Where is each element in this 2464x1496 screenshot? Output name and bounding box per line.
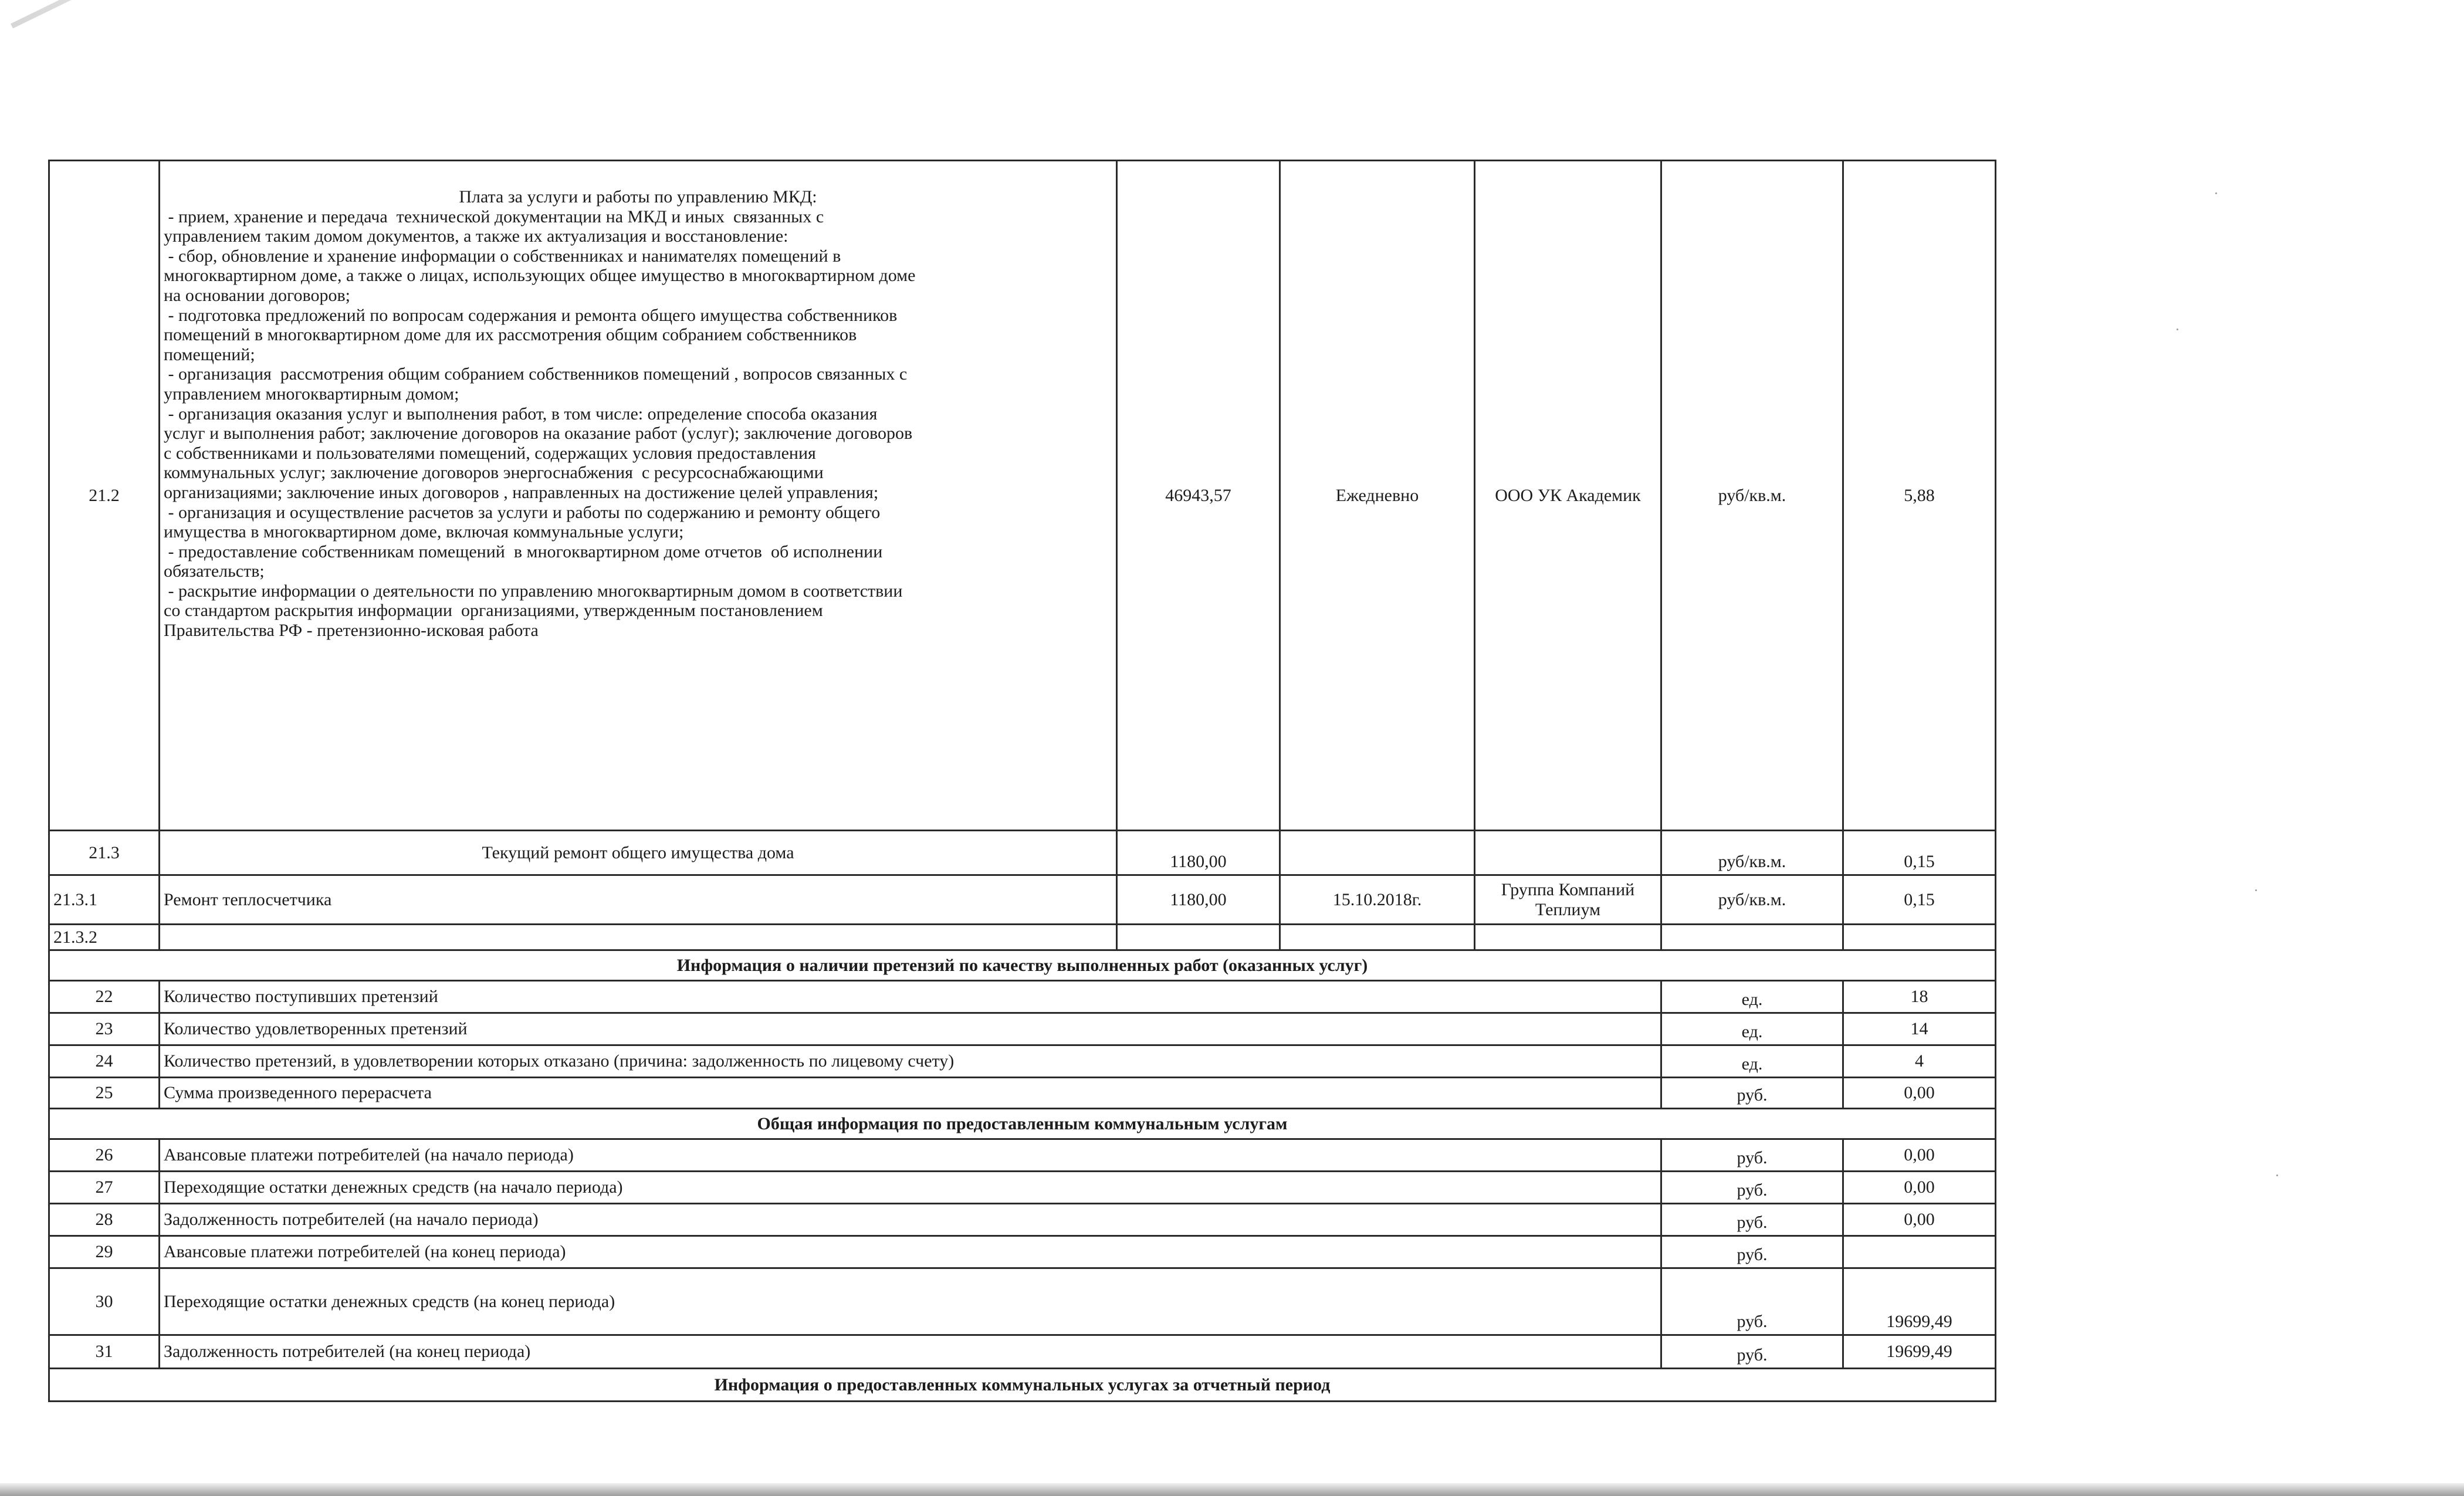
row-number: 31 [49,1335,160,1369]
table-row [49,1204,1996,1236]
description-line: - прием, хранение и передача технической документации на МКД и иных связанных с [164,207,824,226]
description-line: помещений в многоквартирном доме для их рассмотрения общим собранием собственников [164,325,857,345]
value-cell: 0,00 [1843,1204,1996,1236]
row-number: 25 [49,1078,160,1109]
table-row-21-3-1 [49,875,1996,925]
row-number: 22 [49,981,160,1013]
section-heading: Общая информация по предоставленным коммунальным услугам [49,1109,1996,1139]
row-number: 21.3.2 [49,925,160,950]
unit-cell: ед. [1661,981,1843,1013]
row-label: Переходящие остатки денежных средств (на начало периода) [160,1172,1661,1204]
table-row [49,1268,1996,1335]
description-line: - сбор, обновление и хранение информации о собственниках и нанимателях помещений в [164,246,841,266]
executor-cell: ООО УК Академик [1475,161,1661,831]
row-number: 21.3.1 [49,875,160,925]
management-fee-description [160,161,1117,831]
table-row [49,1013,1996,1045]
section-row [49,1109,1996,1139]
executor-line: Теплиум [1535,899,1601,919]
section-heading: Информация о наличии претензий по качеству выполненных работ (оказанных услуг) [49,950,1996,981]
unit-cell: руб. [1661,1139,1843,1172]
description-line: помещений; [164,344,255,364]
row-number: 29 [49,1236,160,1268]
row-label: Ремонт теплосчетчика [160,875,1117,925]
unit-cell: руб/кв.м. [1661,161,1843,831]
description-line: с собственниками и пользователями помещений, содержащих условия предоставления [164,443,816,463]
section-row [49,1369,1996,1402]
section-heading: Информация о предоставленных коммунальных услугах за отчетный период [49,1369,1996,1402]
table-row-21-3 [49,831,1996,875]
row-number: 27 [49,1172,160,1204]
row-number: 30 [49,1268,160,1335]
row-number: 23 [49,1013,160,1045]
description-line: управлением таким домом документов, а также их актуализация и восстановление: [164,226,788,246]
date-cell [1280,925,1475,950]
row-number: 21.3 [49,831,160,875]
value-cell: 19699,49 [1843,1335,1996,1369]
unit-cell [1661,925,1843,950]
rate-cell [1843,925,1996,950]
amount-cell [1117,925,1280,950]
row-number: 26 [49,1139,160,1172]
row-label: Переходящие остатки денежных средств (на конец периода) [160,1268,1661,1335]
description-line: - организация рассмотрения общим собранием собственников помещений , вопросов связанных с [164,364,908,384]
row-number: 28 [49,1204,160,1236]
section-row [49,950,1996,981]
unit-cell: руб. [1661,1078,1843,1109]
description-line: Плата за услуги и работы по управлению МКД: [459,187,817,207]
description-line: со стандартом раскрытия информации организациями, утвержденным постановлением [164,601,823,621]
row-label: Количество претензий, в удовлетворении которых отказано (причина: задолженность по лицевому счету) [160,1045,1661,1078]
description-line: на основании договоров; [164,285,351,305]
description-line: услуг и выполнения работ; заключение договоров на оказание работ (услуг); заключение договоров [164,424,913,444]
row-number: 24 [49,1045,160,1078]
table-row [49,1335,1996,1369]
unit-cell: руб. [1661,1236,1843,1268]
unit-cell: ед. [1661,1045,1843,1078]
scan-speck [2276,1175,2278,1176]
executor-cell [1475,831,1661,875]
description-line: - раскрытие информации о деятельности по управлению многоквартирным домом в соответствии [164,581,903,601]
table-row [49,1172,1996,1204]
unit-cell: руб. [1661,1172,1843,1204]
unit-cell: руб. [1661,1204,1843,1236]
rate-cell: 0,15 [1843,831,1996,875]
scan-speck [2215,192,2217,194]
value-cell: 19699,49 [1843,1268,1996,1335]
value-cell: 18 [1843,981,1996,1013]
row-label: Задолженность потребителей (на конец периода) [160,1335,1661,1369]
executor-cell [1475,925,1661,950]
unit-cell: руб/кв.м. [1661,831,1843,875]
scan-speck [2255,889,2257,891]
amount-cell: 1180,00 [1117,831,1280,875]
table-row-21-2 [49,161,1996,831]
table-row [49,981,1996,1013]
table-row [49,1078,1996,1109]
description-line: коммунальных услуг; заключение договоров энергоснабжения с ресурсоснабжающими [164,463,824,483]
scan-edge-artifact [11,0,239,29]
table-row [49,1236,1996,1268]
description-line: Правительства РФ - претензионно-исковая работа [164,621,539,641]
description-line: обязательств; [164,561,265,581]
unit-cell: руб. [1661,1335,1843,1369]
row-label: Текущий ремонт общего имущества дома [160,831,1117,875]
description-line: - подготовка предложений по вопросам содержания и ремонта общего имущества собственников [164,305,898,325]
executor-cell [1475,875,1661,925]
description-line: - организация и осуществление расчетов за услуги и работы по содержанию и ремонту общего [164,502,881,522]
rate-cell: 0,15 [1843,875,1996,925]
description-line: - предоставление собственникам помещений в многоквартирном доме отчетов об исполнении [164,541,883,561]
value-cell [1843,1236,1996,1268]
row-label: Количество удовлетворенных претензий [160,1013,1661,1045]
description-line: - организация оказания услуг и выполнения работ, в том числе: определение способа оказания [164,404,878,424]
executor-line: Группа Компаний [1501,879,1635,899]
row-label: Сумма произведенного перерасчета [160,1078,1661,1109]
row-label: Авансовые платежи потребителей (на конец периода) [160,1236,1661,1268]
rate-cell: 5,88 [1843,161,1996,831]
row-label [160,925,1117,950]
amount-cell: 1180,00 [1117,875,1280,925]
report-table [48,160,1996,1402]
table-row [49,1139,1996,1172]
date-cell [1280,831,1475,875]
row-number: 21.2 [49,161,160,831]
table-row-21-3-2 [49,925,1996,950]
unit-cell: руб. [1661,1268,1843,1335]
unit-cell: ед. [1661,1013,1843,1045]
value-cell: 0,00 [1843,1139,1996,1172]
description-line: организациями; заключение иных договоров , направленных на достижение целей управления; [164,482,879,502]
value-cell: 0,00 [1843,1172,1996,1204]
frequency-cell: Ежедневно [1280,161,1475,831]
unit-cell: руб/кв.м. [1661,875,1843,925]
description-line: многоквартирном доме, а также о лицах, использующих общее имущество в многоквартирном доме [164,266,916,286]
table-row [49,1045,1996,1078]
row-label: Авансовые платежи потребителей (на начало периода) [160,1139,1661,1172]
row-label: Задолженность потребителей (на начало периода) [160,1204,1661,1236]
scan-bottom-edge [0,1483,2464,1496]
scan-speck [2177,329,2178,330]
date-cell: 15.10.2018г. [1280,875,1475,925]
value-cell: 0,00 [1843,1078,1996,1109]
description-line: управлением многоквартирным домом; [164,384,459,404]
amount-cell: 46943,57 [1117,161,1280,831]
description-line: имущества в многоквартирном доме, включая коммунальные услуги; [164,522,684,542]
value-cell: 4 [1843,1045,1996,1078]
value-cell: 14 [1843,1013,1996,1045]
row-label: Количество поступивших претензий [160,981,1661,1013]
